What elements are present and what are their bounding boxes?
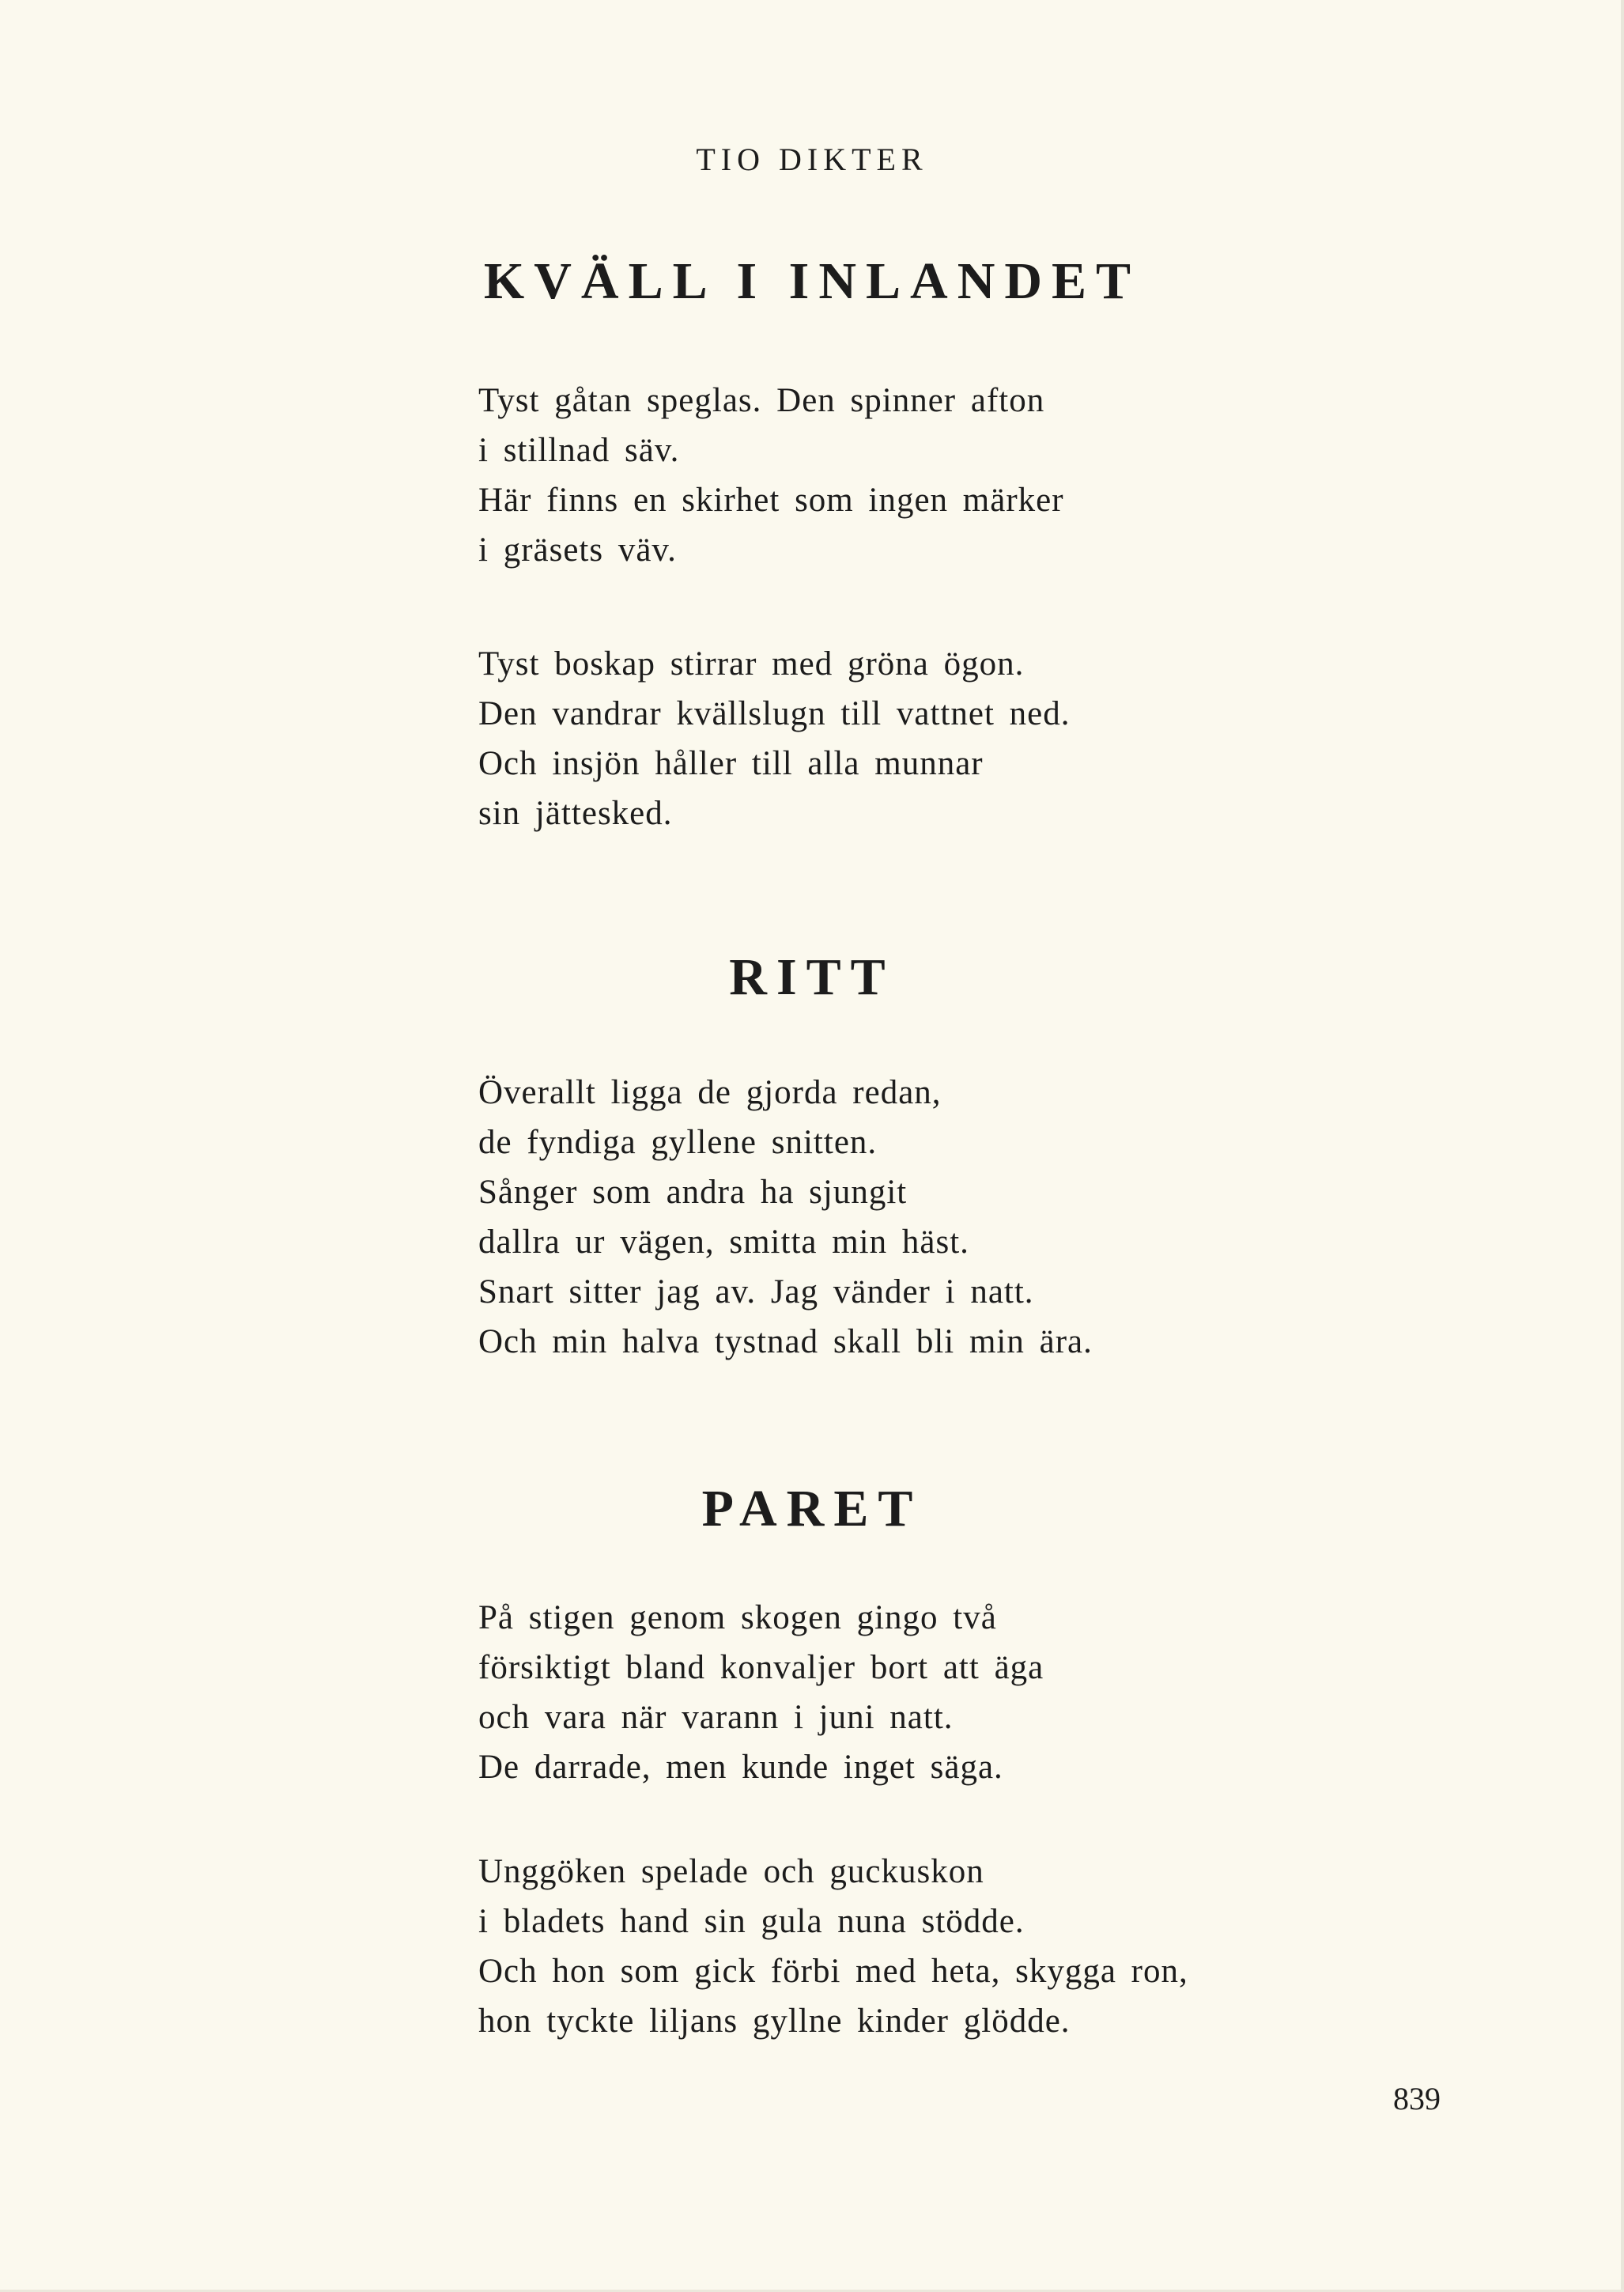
poem-line: Överallt ligga de gjorda redan,	[478, 1074, 942, 1111]
poem-line: Här finns en skirhet som ingen märker	[478, 482, 1064, 519]
poem-line: i gräsets väv.	[478, 531, 677, 569]
poem-line: Och hon som gick förbi med heta, skygga ron,	[478, 1953, 1188, 1990]
poem-line: i bladets hand sin gula nuna stödde.	[478, 1903, 1025, 1940]
poem-line: hon tyckte liljans gyllne kinder glödde.	[478, 2003, 1071, 2040]
stanza	[478, 1847, 1188, 2046]
stanza	[478, 376, 1064, 575]
poem-line: Tyst boskap stirrar med gröna ögon.	[478, 645, 1025, 683]
poem-title: PARET	[701, 1480, 923, 1537]
poem-line: och vara när varann i juni natt.	[478, 1699, 954, 1736]
poem-line: På stigen genom skogen gingo två	[478, 1599, 997, 1636]
poem-line: Tyst gåtan speglas. Den spinner afton	[478, 382, 1045, 419]
poem-line: Den vandrar kvällslugn till vattnet ned.	[478, 695, 1071, 732]
stanza	[478, 639, 1071, 838]
page-number: 839	[1393, 2081, 1441, 2116]
poem-line: i stillnad säv.	[478, 432, 680, 469]
stanza	[478, 1068, 1093, 1367]
stanza	[478, 1593, 1044, 1792]
poem-line: de fyndiga gyllene snitten.	[478, 1124, 878, 1161]
poem-line: De darrade, men kunde inget säga.	[478, 1749, 1003, 1786]
poem-title: RITT	[729, 948, 895, 1006]
poem-line: Sånger som andra ha sjungit	[478, 1174, 908, 1211]
running-header: TIO DIKTER	[696, 142, 928, 177]
poem-line: Och min halva tystnad skall bli min ära.	[478, 1323, 1093, 1360]
page-edge	[1621, 0, 1624, 2292]
poem-line: sin jättesked.	[478, 795, 673, 832]
poem-title: KVÄLL I INLANDET	[483, 252, 1141, 310]
poem-line: Snart sitter jag av. Jag vänder i natt.	[478, 1273, 1034, 1311]
poem-line: Unggöken spelade och guckuskon	[478, 1853, 984, 1890]
poem-line: Och insjön håller till alla munnar	[478, 745, 984, 782]
poem-line: försiktigt bland konvaljer bort att äga	[478, 1649, 1044, 1686]
poem-line: dallra ur vägen, smitta min häst.	[478, 1224, 969, 1261]
